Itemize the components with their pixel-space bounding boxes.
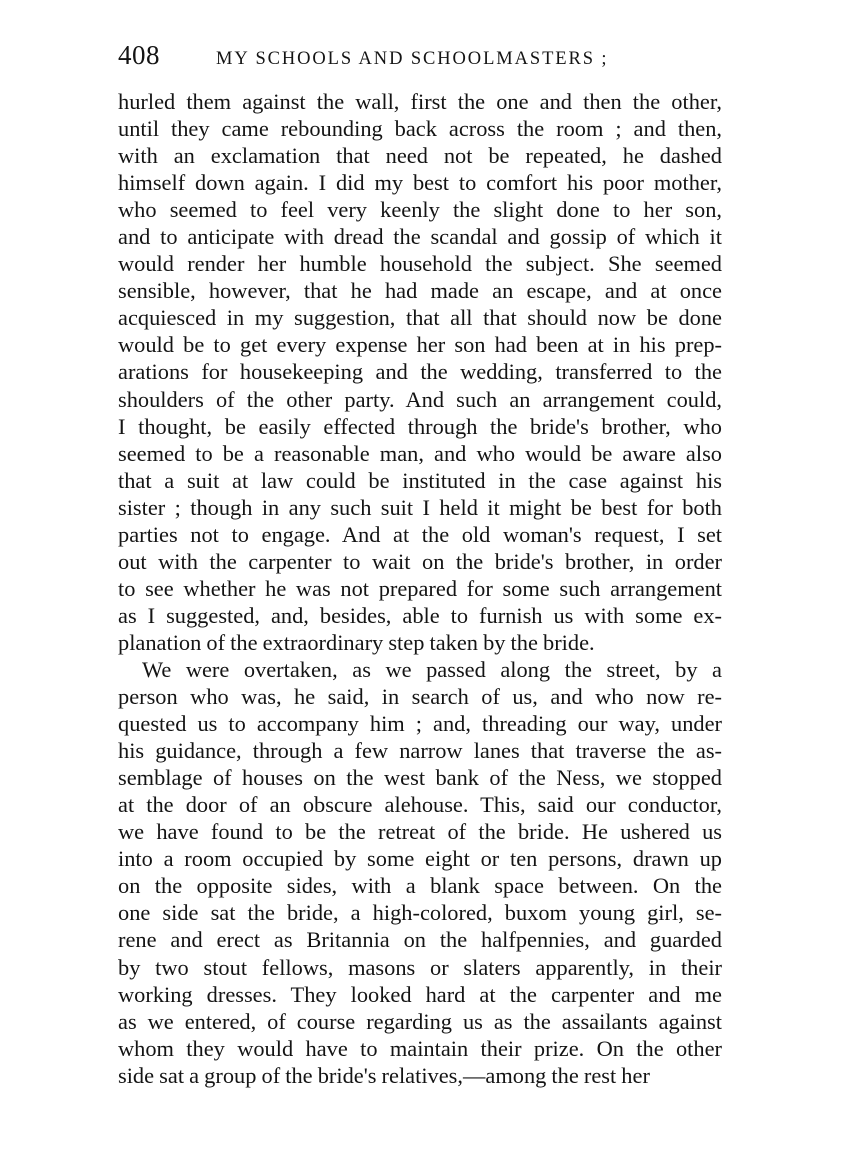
text-line: whom they would have to maintain their prize. On the other (118, 1035, 722, 1061)
running-title: MY SCHOOLS AND SCHOOLMASTERS ; (216, 49, 609, 69)
text-line: we have found to be the retreat of the bride. He ushered us (118, 819, 722, 845)
text-line: to see whether he was not prepared for some such arrangement (118, 575, 722, 601)
text-line: would be to get every expense her son had been at in his prep- (118, 332, 722, 358)
text-line: parties not to engage. And at the old woman's request, I set (118, 521, 722, 547)
text-line: with an exclamation that need not be repeated, he dashed (118, 143, 722, 169)
text-line: and to anticipate with dread the scandal and gossip of which it (118, 224, 722, 250)
book-page (118, 40, 722, 1089)
text-line: at the door of an obscure alehouse. This, said our conductor, (118, 792, 722, 818)
text-line: shoulders of the other party. And such an arrangement could, (118, 386, 722, 412)
text-line: himself down again. I did my best to comfort his poor mother, (118, 170, 722, 196)
paragraph (118, 88, 722, 656)
text-line: quested us to accompany him ; and, threading our way, under (118, 711, 722, 737)
body-text (118, 88, 722, 1089)
text-line: until they came rebounding back across the room ; and then, (118, 116, 722, 142)
text-line: hurled them against the wall, first the one and then the other, (118, 89, 722, 114)
text-line: working dresses. They looked hard at the carpenter and me (118, 981, 722, 1007)
text-line: seemed to be a reasonable man, and who would be aware also (118, 440, 722, 466)
text-line: as we entered, of course regarding us as the assailants against (118, 1008, 722, 1034)
text-line: on the opposite sides, with a blank space between. On the (118, 873, 722, 899)
text-line: by two stout fellows, masons or slaters apparently, in their (118, 954, 722, 980)
text-line: would render her humble household the subject. She seemed (118, 251, 722, 277)
page-number: 408 (118, 40, 160, 70)
text-line: one side sat the bride, a high-colored, buxom young girl, se- (118, 900, 722, 926)
text-line: person who was, he said, in search of us, and who now re- (118, 684, 722, 710)
text-line: into a room occupied by some eight or ten persons, drawn up (118, 846, 722, 872)
paragraph (118, 656, 722, 1089)
text-line: planation of the extraordinary step taken by the bride. (118, 629, 595, 655)
text-line: his guidance, through a few narrow lanes that traverse the as- (118, 738, 722, 764)
text-line: that a suit at law could be instituted in the case against his (118, 467, 722, 493)
text-line: rene and erect as Britannia on the halfpennies, and guarded (118, 927, 722, 953)
text-line: semblage of houses on the west bank of the Ness, we stopped (118, 765, 722, 791)
text-line: as I suggested, and, besides, able to furnish us with some ex- (118, 602, 722, 628)
text-line: acquiesced in my suggestion, that all that should now be done (118, 305, 722, 331)
text-line: arations for housekeeping and the wedding, transferred to the (118, 359, 722, 385)
text-line: out with the carpenter to wait on the bride's brother, in order (118, 548, 722, 574)
text-line: sensible, however, that he had made an escape, and at once (118, 278, 722, 304)
text-line: sister ; though in any such suit I held it might be best for both (118, 494, 722, 520)
text-line: I thought, be easily effected through the bride's brother, who (118, 413, 722, 439)
running-head (118, 40, 722, 84)
text-line: who seemed to feel very keenly the slight done to her son, (118, 197, 722, 223)
text-line: side sat a group of the bride's relatives,—among the rest her (118, 1062, 650, 1088)
text-line: We were overtaken, as we passed along the street, by a (142, 656, 722, 682)
